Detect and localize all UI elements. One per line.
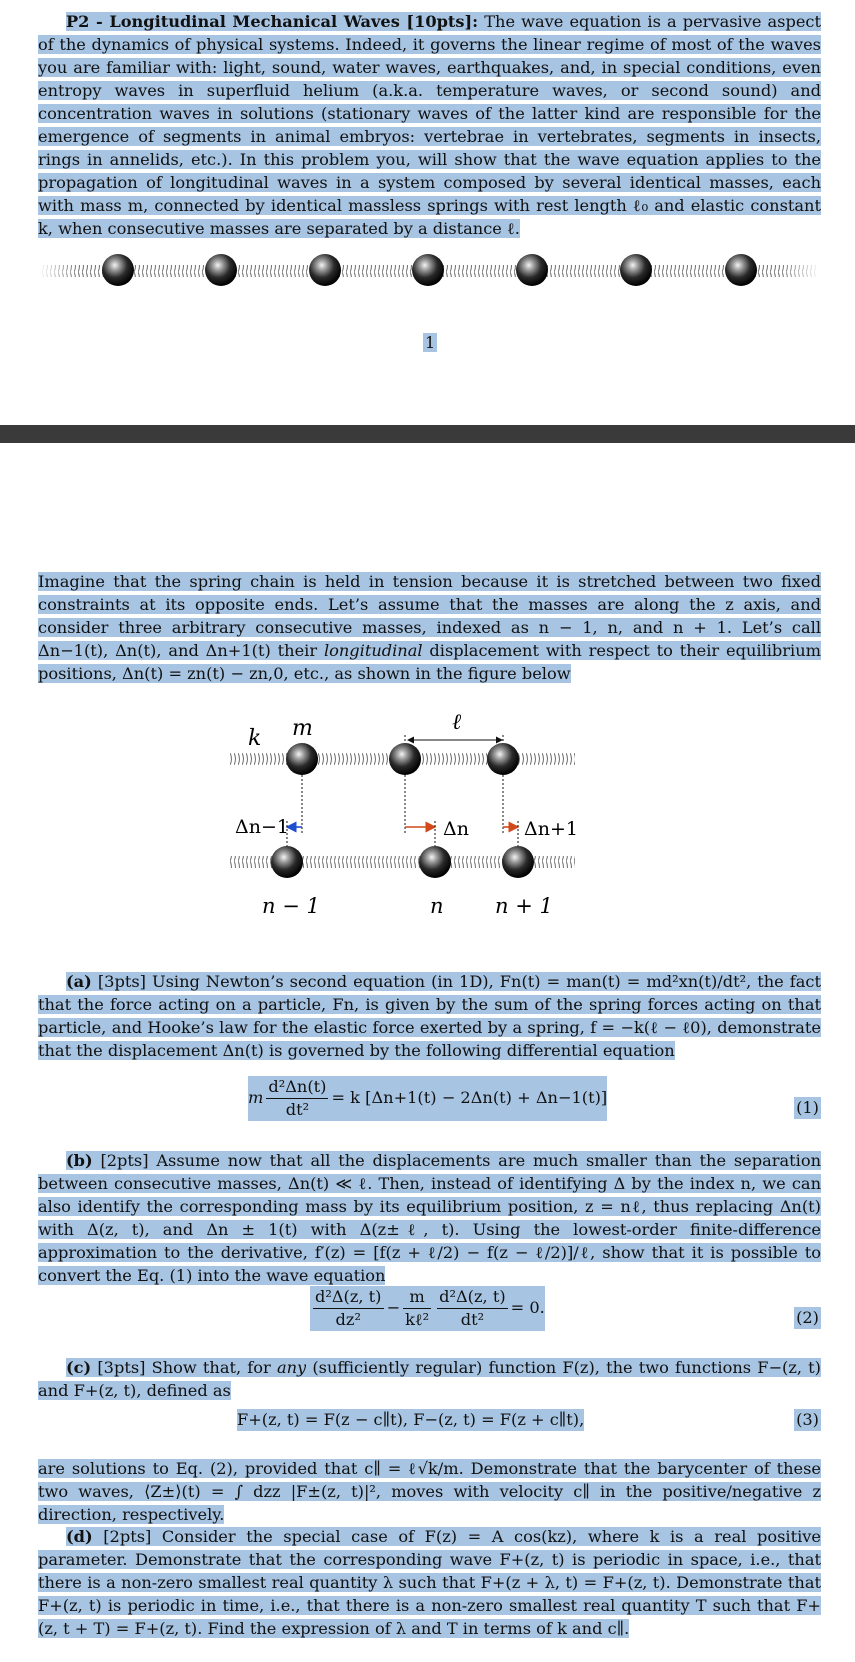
part-b-points: [2pts] <box>100 1151 149 1170</box>
mass-ball <box>725 254 757 286</box>
eq1-numerator: d²Δn(t) <box>266 1076 328 1099</box>
eq2-minus: − <box>386 1298 401 1317</box>
setup-text-b: displacement with respect to their equilibrium positions, Δn(t) = zn(t) − zn,0, etc., as shown in the figure below <box>38 641 821 683</box>
label-delta-n-minus-1: Δn−1 <box>235 816 289 838</box>
equation-3-tag: (3) <box>796 1410 819 1429</box>
eq2-denominator-1: dz² <box>335 1310 361 1329</box>
part-d-points: [2pts] <box>103 1527 152 1546</box>
page-number: 1 <box>425 333 436 352</box>
equation-3: F+(z, t) = F(z − c∥t), F−(z, t) = F(z + c∥t), <box>237 1410 585 1429</box>
page-2 <box>0 443 855 1662</box>
part-c-text-after: are solutions to Eq. (2), provided that c∥ = ℓ√k/m. Demonstrate that the barycenter of these two waves, ⟨Z±⟩(t) = ∫ dzz |F±(z, t)|², moves with velocity c∥ in the positive/negative z direction, respectively. <box>38 1459 821 1524</box>
part-b-head: (b) <box>66 1151 93 1170</box>
part-d-text: Consider the special case of F(z) = A cos(kz), where k is a real positive parameter. Demonstrate that the corresponding wave F+(z, t) is periodic in space, i.e., that there is a non-zero smallest real quantity λ such that F+(z + λ, t) = F+(z, t). Demonstrate that F+(z, t) is periodic in time, i.e., that there is a non-zero smallest real quantity T such that F+(z, t + T) = F+(z, t). Find the expression of λ and T in terms of k and c∥. <box>38 1527 821 1638</box>
setup-paragraph <box>38 570 821 685</box>
part-b-text: Assume now that all the displacements are much smaller than the separation between consecutive masses, Δn(t) ≪ ℓ. Then, instead of identifying Δ by the index n, we can also identify the corresponding mass by its equilibrium position, z = nℓ, thus replacing Δn(t) with Δ(z, t), and Δn ± 1(t) with Δ(z±ℓ, t). Using the lowest-order finite-difference approximation to the derivative, f′(z) = [f(z + ℓ/2) − f(z − ℓ/2)]/ℓ, show that it is possible to convert the Eq. (1) into the wave equation <box>38 1151 821 1285</box>
eq2-fraction-1 <box>313 1286 384 1331</box>
eq2-fraction-3 <box>437 1286 508 1331</box>
part-c-followup-paragraph <box>38 1457 821 1526</box>
mass-ball-lower <box>502 846 534 878</box>
eq2-numerator-3: d²Δ(z, t) <box>437 1286 508 1309</box>
mass-ball <box>309 254 341 286</box>
displacement-figure <box>230 705 630 920</box>
mass-ball-upper <box>389 743 421 775</box>
mass-ball-upper <box>487 743 519 775</box>
label-delta-n: Δn <box>443 818 469 840</box>
eq1-denominator: dt² <box>285 1100 310 1119</box>
part-c-text-italic: any <box>276 1358 307 1377</box>
part-c-points: [3pts] <box>97 1358 146 1377</box>
part-d-head: (d) <box>66 1527 93 1546</box>
eq2-fraction-2 <box>403 1286 431 1331</box>
part-b-paragraph <box>38 1149 821 1287</box>
eq2-numerator-1: d²Δ(z, t) <box>313 1286 384 1309</box>
eq1-fraction <box>266 1076 328 1121</box>
problem-title: P2 - Longitudinal Mechanical Waves [10pts]: <box>66 12 479 31</box>
label-ell: ℓ <box>452 710 462 735</box>
equation-1-tag: (1) <box>796 1098 819 1117</box>
part-c-text-b: (sufficiently regular) function F(z), the two functions F−(z, t) and F+(z, t), defined as <box>38 1358 821 1400</box>
part-c-paragraph <box>38 1356 821 1402</box>
mass-ball <box>620 254 652 286</box>
setup-text-a: Imagine that the spring chain is held in tension because it is stretched between two fixed constraints at its opposite ends. Let’s assume that the masses are along the z axis, and consider three arbitrary consecutive masses, indexed as n − 1, n, and n + 1. Let’s call Δn−1(t), Δn(t), and Δn+1(t) their <box>38 572 821 660</box>
spring-chain-illustration <box>38 248 821 294</box>
equation-2-tag: (2) <box>796 1308 819 1327</box>
eq2-end: = 0. <box>510 1298 545 1317</box>
equation-2 <box>310 1286 545 1331</box>
part-c-head: (c) <box>66 1358 92 1377</box>
part-d-paragraph <box>38 1525 821 1640</box>
eq2-denominator-2: kℓ² <box>405 1310 430 1329</box>
problem-intro-paragraph <box>38 10 821 240</box>
label-m: m <box>292 716 313 741</box>
part-a-text: Using Newton’s second equation (in 1D), Fn(t) = man(t) = md²xn(t)/dt², the fact that the force acting on a particle, Fn, is given by the sum of the spring forces acting on that particle, and Hooke’s law for the elastic force exerted by a spring, f = −k(ℓ − ℓ0), demonstrate that the displacement Δn(t) is governed by the following differential equation <box>38 972 821 1060</box>
mass-ball-lower <box>419 846 451 878</box>
label-delta-n-plus-1: Δn+1 <box>524 818 578 840</box>
part-a-points: [3pts] <box>97 972 146 991</box>
setup-text-italic: longitudinal <box>323 641 423 660</box>
label-n-plus-1: n + 1 <box>495 894 553 918</box>
mass-ball <box>412 254 444 286</box>
eq1-rhs: = k [Δn+1(t) − 2Δn(t) + Δn−1(t)] <box>331 1088 608 1107</box>
part-a-head: (a) <box>66 972 92 991</box>
mass-ball-upper <box>286 743 318 775</box>
page-separator <box>0 425 855 443</box>
page-1 <box>0 0 855 425</box>
eq2-numerator-2: m <box>403 1286 431 1309</box>
label-n: n <box>430 894 444 918</box>
eq1-mass: m <box>248 1088 264 1107</box>
mass-ball <box>205 254 237 286</box>
mass-ball <box>516 254 548 286</box>
label-n-minus-1: n − 1 <box>262 894 320 918</box>
part-a-paragraph <box>38 970 821 1062</box>
label-k: k <box>248 726 262 751</box>
mass-ball-lower <box>271 846 303 878</box>
equation-1 <box>248 1076 607 1121</box>
eq2-denominator-3: dt² <box>460 1310 485 1329</box>
problem-intro-text: The wave equation is a pervasive aspect of the dynamics of physical systems. Indeed, it governs the linear regime of most of the waves you are familiar with: light, sound, water waves, earthquakes, and, in special conditions, even entropy waves in superfluid helium (a.k.a. temperature waves, or second sound) and concentration waves in solutions (stationary waves of the latter kind are responsible for the emergence of segments in animal embryos: vertebrae in vertebrates, segments in insects, rings in annelids, etc.). In this problem you, will show that the wave equation applies to the propagation of longitudinal waves in a system composed by several identical masses, each with mass m, connected by identical massless springs with rest length ℓ₀ and elastic constant k, when consecutive masses are separated by a distance ℓ. <box>38 12 821 238</box>
mass-ball <box>102 254 134 286</box>
part-c-text-a: Show that, for <box>145 1358 277 1377</box>
